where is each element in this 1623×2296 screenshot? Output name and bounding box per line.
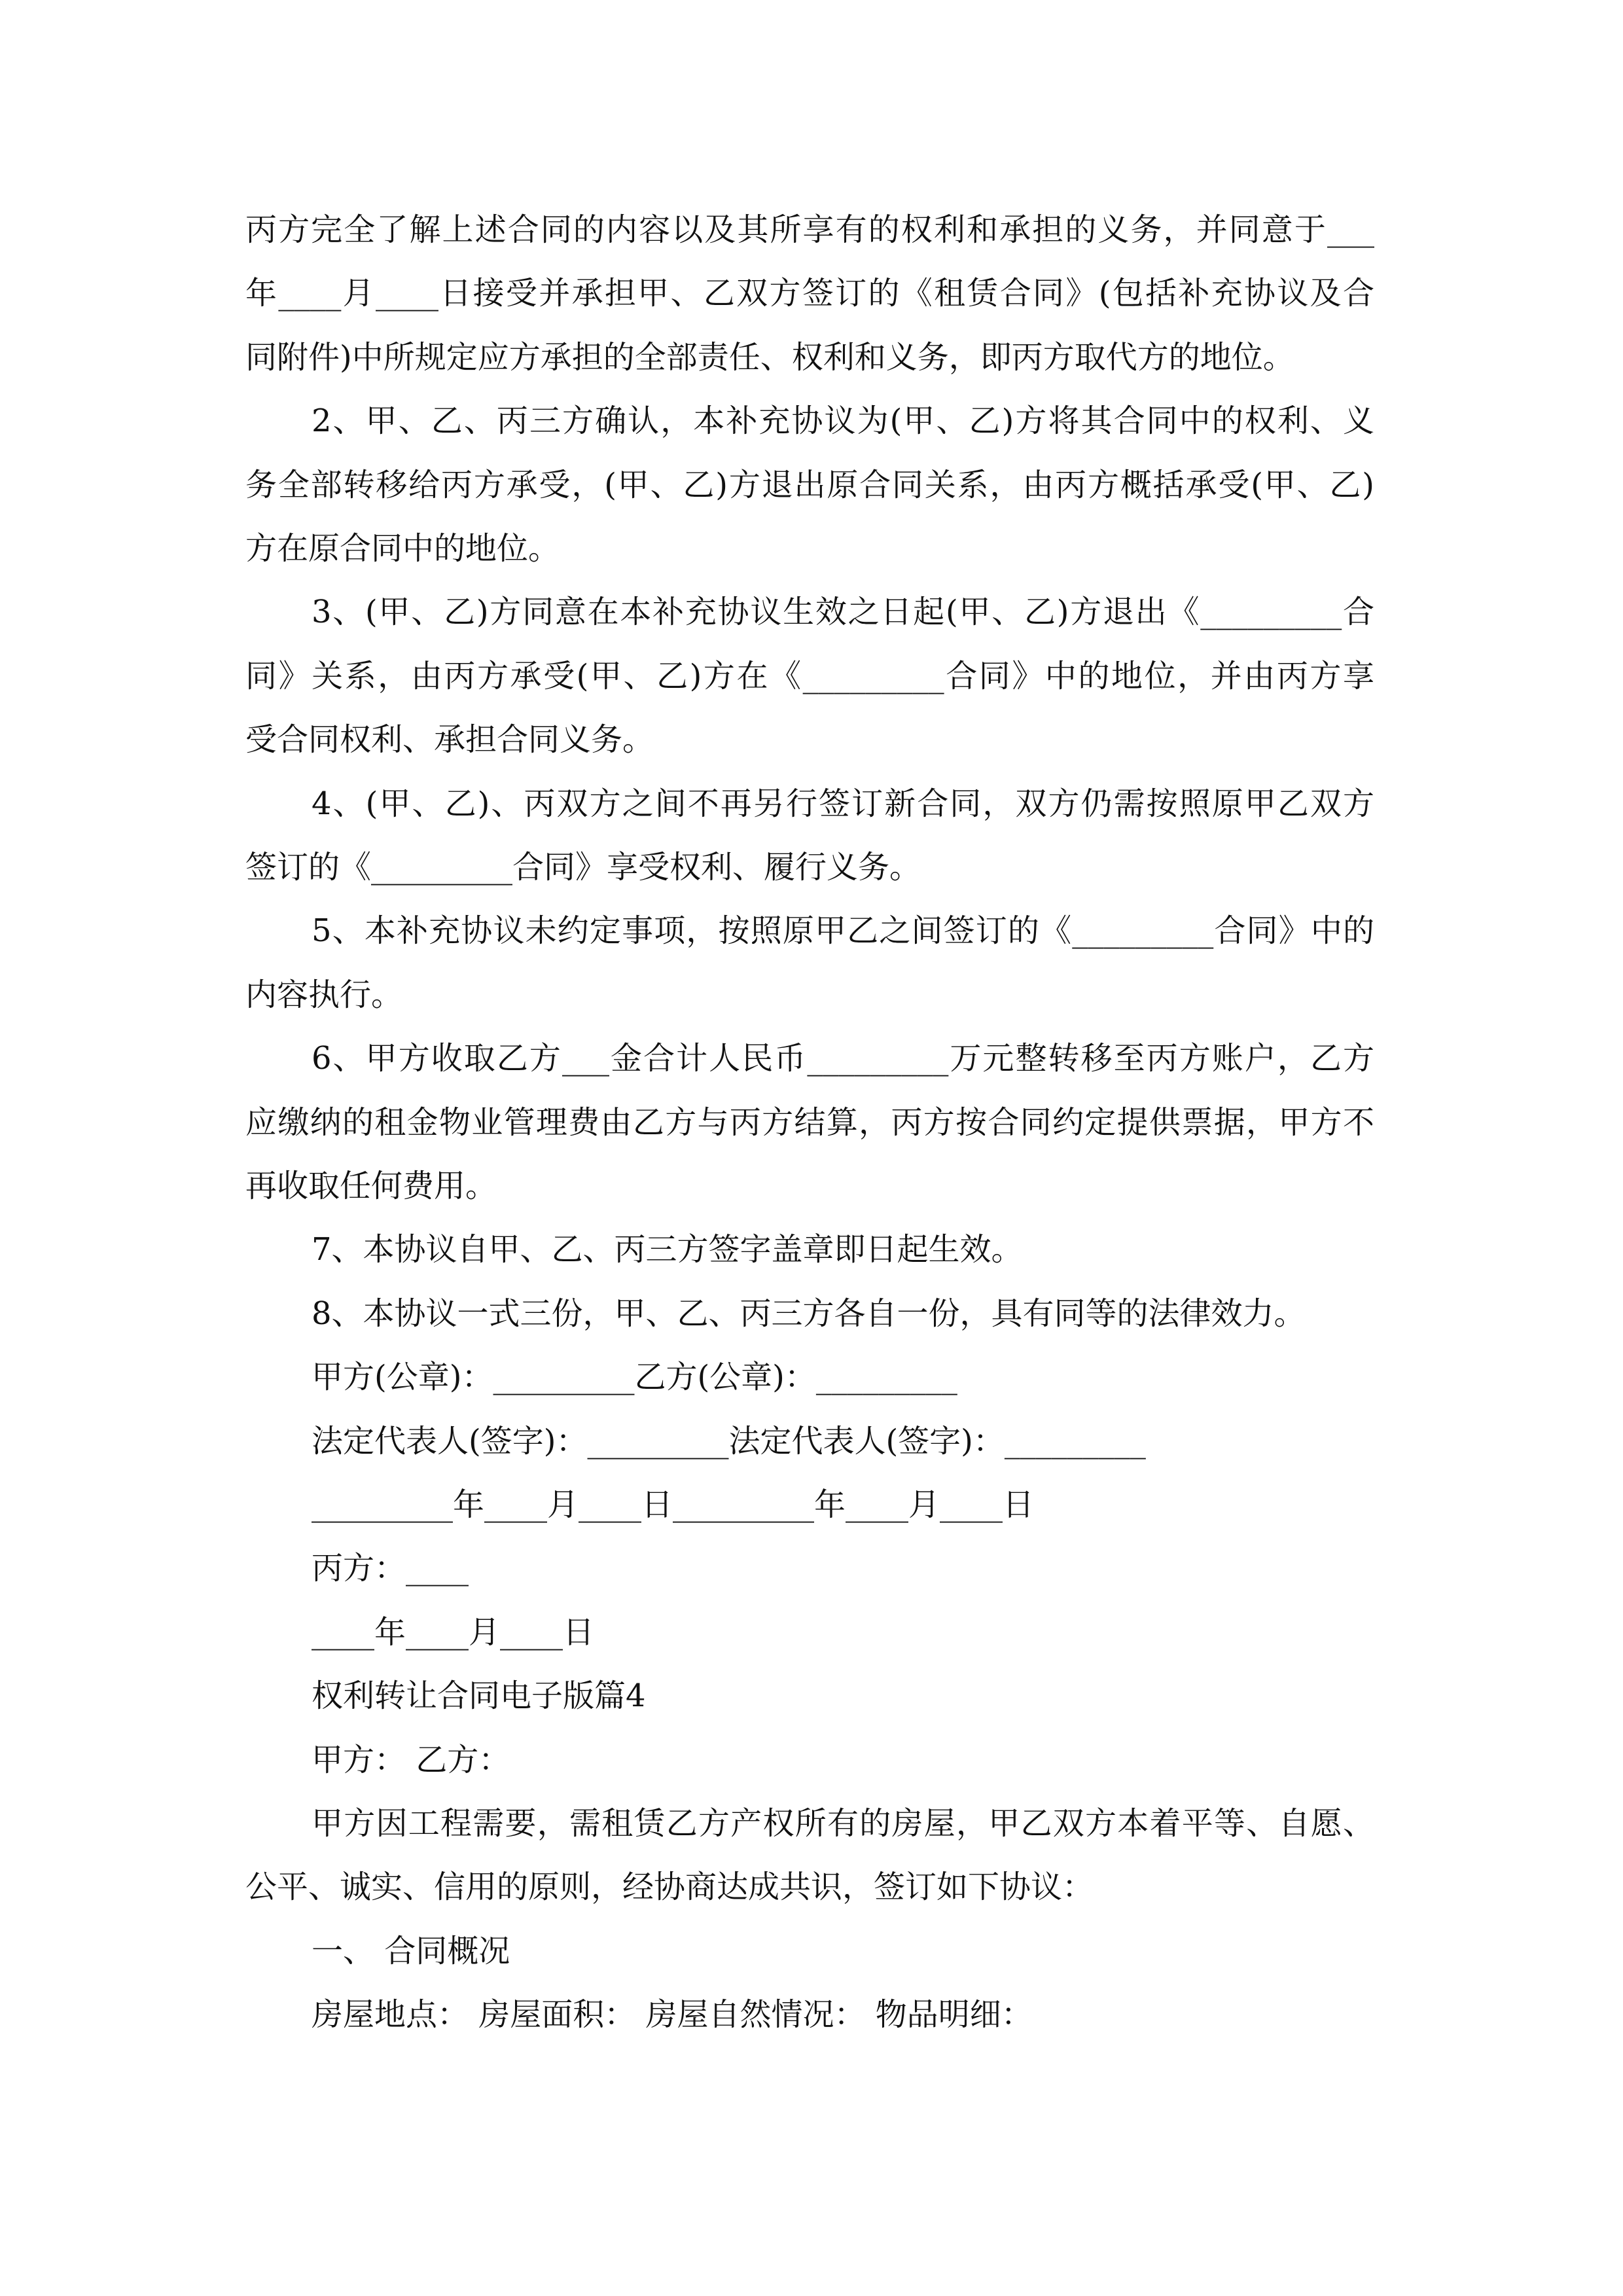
document-line: 甲方(公章)：_________乙方(公章)：_________ <box>312 1359 957 1396</box>
document-line: 甲方因工程需要，需租赁乙方产权所有的房屋，甲乙双方本着平等、自愿、 <box>312 1805 1374 1842</box>
document-line: 同附件)中所规定应方承担的全部责任、权利和义务，即丙方取代方的地位。 <box>245 338 1294 376</box>
document-line: 务全部转移给丙方承受，(甲、乙)方退出原合同关系，由丙方概括承受(甲、乙) <box>245 466 1374 503</box>
document-line: 一、 合同概况 <box>312 1932 510 1969</box>
document-line: 3、(甲、乙)方同意在本补充协议生效之日起(甲、乙)方退出《_________合 <box>312 594 1374 631</box>
document-line: 再收取任何费用。 <box>245 1168 497 1204</box>
document-line: 方在原合同中的地位。 <box>245 530 560 567</box>
document-line: ____年____月____日 <box>312 1613 595 1651</box>
document-line: 受合同权利、承担合同义务。 <box>245 721 654 759</box>
document-line: 公平、诚实、信用的原则，经协商达成共识，签订如下协议： <box>245 1869 1094 1906</box>
document-line: 法定代表人(签字)：_________法定代表人(签字)：_________ <box>312 1422 1146 1460</box>
document-line: 6、甲方收取乙方___金合计人民币_________万元整转移至丙方账户，乙方 <box>312 1040 1374 1077</box>
document-line: 丙方完全了解上述合同的内容以及其所享有的权利和承担的义务，并同意于___ <box>245 211 1374 248</box>
document-line: 8、本协议一式三份，甲、乙、丙三方各自一份，具有同等的法律效力。 <box>312 1295 1306 1332</box>
document-line: 4、(甲、乙)、丙双方之间不再另行签订新合同，双方仍需按照原甲乙双方 <box>312 785 1374 822</box>
document-line: 甲方： 乙方： <box>312 1741 510 1778</box>
document-line: 同》关系，由丙方承受(甲、乙)方在《_________合同》中的地位，并由丙方享 <box>245 657 1374 694</box>
document-line: 房屋地点： 房屋面积： 房屋自然情况： 物品明细： <box>312 1996 1033 2034</box>
document-line: 签订的《_________合同》享受权利、履行义务。 <box>245 849 921 886</box>
document-line: 应缴纳的租金物业管理费由乙方与丙方结算，丙方按合同约定提供票据，甲方不 <box>245 1103 1374 1141</box>
document-line: 丙方：____ <box>312 1550 469 1587</box>
document-line: _________年____月____日_________年____月____日 <box>312 1486 1035 1523</box>
document-line: 7、本协议自甲、乙、丙三方签字盖章即日起生效。 <box>312 1231 1023 1268</box>
document-line: 2、甲、乙、丙三方确认，本补充协议为(甲、乙)方将其合同中的权利、义 <box>312 403 1374 440</box>
section-heading: 权利转让合同电子版篇4 <box>312 1677 646 1715</box>
document-line: 内容执行。 <box>245 976 403 1013</box>
document-line: 5、本补充协议未约定事项，按照原甲乙之间签订的《_________合同》中的 <box>312 912 1374 950</box>
document-line: 年____月____日接受并承担甲、乙双方签订的《租赁合同》(包括补充协议及合 <box>245 275 1374 312</box>
